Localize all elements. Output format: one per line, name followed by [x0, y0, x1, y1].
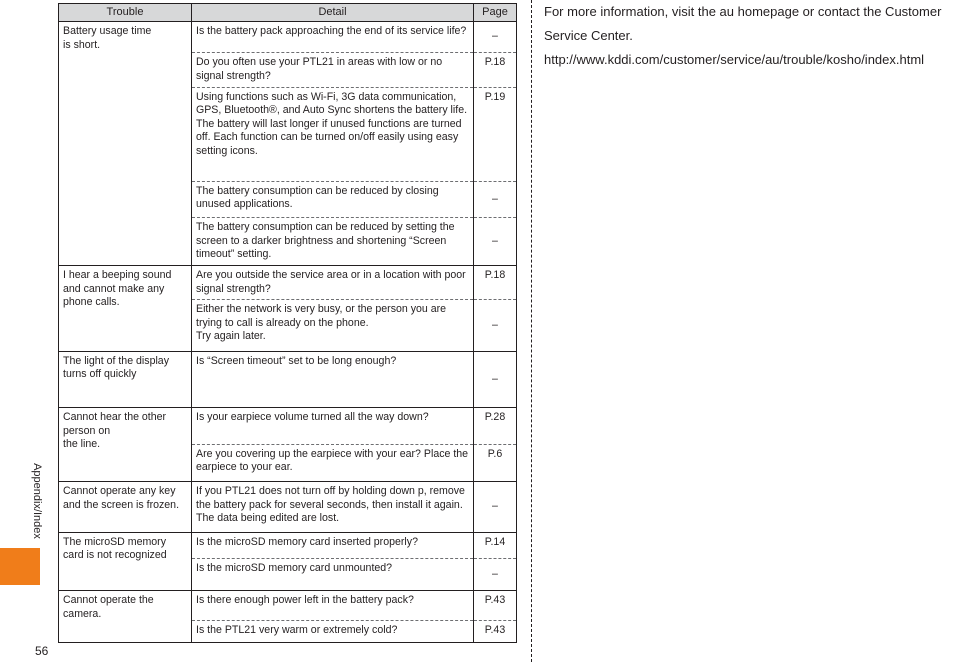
detail-cell: Using functions such as Wi-Fi, 3G data communication, GPS, Bluetooth®, and Auto Sync shortens the battery life. The battery will last longer if unused functions are turned off. Each function can be turned on/off easily using easy setting icons.	[192, 87, 474, 181]
page-ref-cell: P.14	[474, 532, 517, 558]
trouble-cell: I hear a beeping sound and cannot make any phone calls.	[59, 266, 192, 352]
table-row	[59, 482, 517, 533]
table-row	[59, 351, 517, 408]
detail-cell: Is there enough power left in the battery pack?	[192, 591, 474, 620]
header-detail: Detail	[192, 4, 474, 22]
page-ref-cell: –	[474, 22, 517, 53]
detail-cell: Either the network is very busy, or the person you are trying to call is already on the phone. Try again later.	[192, 300, 474, 352]
table-row	[59, 266, 517, 300]
detail-cell: Is the microSD memory card unmounted?	[192, 559, 474, 591]
page-ref-cell: –	[474, 559, 517, 591]
trouble-cell: The light of the display turns off quickly	[59, 351, 192, 408]
page-ref-cell: P.43	[474, 620, 517, 642]
detail-cell: Is your earpiece volume turned all the way down?	[192, 408, 474, 444]
info-text: For more information, visit the au homepage or contact the Customer Service Center.	[544, 4, 942, 43]
trouble-cell: Cannot operate any key and the screen is frozen.	[59, 482, 192, 533]
column-divider	[531, 0, 532, 662]
page-ref-cell: –	[474, 482, 517, 533]
page-ref-cell: P.18	[474, 266, 517, 300]
troubleshooting-table	[58, 3, 517, 643]
table-row	[59, 22, 517, 53]
detail-cell: Is the microSD memory card inserted properly?	[192, 532, 474, 558]
trouble-cell: Battery usage time is short.	[59, 22, 192, 266]
section-side-label-text: Appendix/Index	[31, 463, 43, 539]
table-row	[59, 591, 517, 620]
page-ref-cell: –	[474, 218, 517, 266]
detail-cell: Are you covering up the earpiece with your ear? Place the earpiece to your ear.	[192, 444, 474, 481]
header-page: Page	[474, 4, 517, 22]
table-body	[59, 22, 517, 643]
detail-cell: Is “Screen timeout” set to be long enough?	[192, 351, 474, 408]
info-block	[544, 0, 968, 72]
page-ref-cell: P.19	[474, 87, 517, 181]
table-row	[59, 532, 517, 558]
page-ref-cell: P.18	[474, 53, 517, 87]
trouble-cell: Cannot hear the other person on the line.	[59, 408, 192, 482]
header-trouble: Trouble	[59, 4, 192, 22]
page-ref-cell: –	[474, 300, 517, 352]
table-row	[59, 408, 517, 444]
section-tab-marker	[0, 548, 40, 585]
page-ref-cell: P.28	[474, 408, 517, 444]
section-side-label	[22, 456, 52, 546]
detail-cell: Is the battery pack approaching the end of its service life?	[192, 22, 474, 53]
page-number: 56	[35, 644, 49, 658]
page-ref-cell: P.6	[474, 444, 517, 481]
page-ref-cell: –	[474, 181, 517, 217]
detail-cell: Do you often use your PTL21 in areas with low or no signal strength?	[192, 53, 474, 87]
detail-cell: If you PTL21 does not turn off by holding down p, remove the battery pack for several seconds, then install it again. The data being edited are lost.	[192, 482, 474, 533]
detail-cell: The battery consumption can be reduced by setting the screen to a darker brightness and shortening “Screen timeout” setting.	[192, 218, 474, 266]
trouble-cell: The microSD memory card is not recognized	[59, 532, 192, 591]
detail-cell: Are you outside the service area or in a location with poor signal strength?	[192, 266, 474, 300]
info-url: http://www.kddi.com/customer/service/au/trouble/kosho/index.html	[544, 52, 925, 67]
detail-cell: Is the PTL21 very warm or extremely cold?	[192, 620, 474, 642]
detail-cell: The battery consumption can be reduced by closing unused applications.	[192, 181, 474, 217]
page-ref-cell: –	[474, 351, 517, 408]
trouble-cell: Cannot operate the camera.	[59, 591, 192, 643]
table-header-row	[59, 4, 517, 22]
page-ref-cell: P.43	[474, 591, 517, 620]
